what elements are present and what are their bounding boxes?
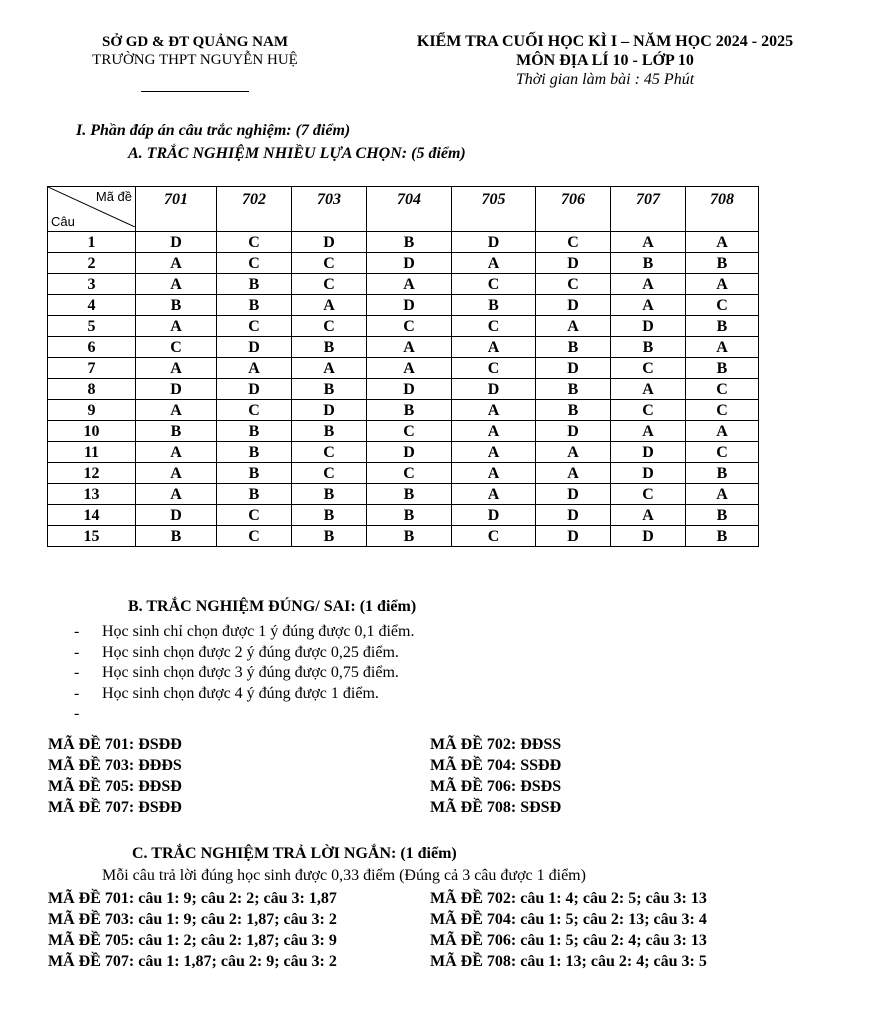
short-answers-right xyxy=(430,888,707,972)
answer-cell: C xyxy=(452,358,536,379)
short-answer: MÃ ĐỀ 701: câu 1: 9; câu 2: 2; câu 3: 1,87 xyxy=(48,890,337,907)
question-number-cell: 13 xyxy=(48,484,136,505)
section-b-rules xyxy=(74,622,414,725)
answer-cell: A xyxy=(217,358,292,379)
answer-cell: D xyxy=(536,295,611,316)
answer-cell: B xyxy=(292,379,367,400)
answer-cell: B xyxy=(686,358,759,379)
answer-row xyxy=(48,484,759,505)
answer-cell: C xyxy=(686,295,759,316)
answer-row xyxy=(48,463,759,484)
answer-cell: B xyxy=(686,526,759,547)
question-number-cell: 7 xyxy=(48,358,136,379)
question-number-cell: 4 xyxy=(48,295,136,316)
answer-cell: B xyxy=(686,505,759,526)
answer-row xyxy=(48,295,759,316)
answer-cell: D xyxy=(611,316,686,337)
answer-cell: B xyxy=(217,463,292,484)
rule-item: - xyxy=(74,705,80,722)
answer-cell: B xyxy=(686,253,759,274)
question-number-cell: 2 xyxy=(48,253,136,274)
answer-cell: D xyxy=(536,505,611,526)
short-answers-left xyxy=(48,888,337,972)
section-a-heading: A. TRẮC NGHIỆM NHIỀU LỰA CHỌN: (5 điểm) xyxy=(128,145,466,162)
answer-row xyxy=(48,274,759,295)
answer-cell: A xyxy=(686,274,759,295)
answer-cell: B xyxy=(292,421,367,442)
answer-cell: A xyxy=(367,274,452,295)
rule-item: - Học sinh chỉ chọn được 1 ý đúng được 0,1 điểm. xyxy=(74,623,415,640)
answer-cell: B xyxy=(367,526,452,547)
answer-cell: C xyxy=(367,316,452,337)
section-c-note: Mỗi câu trả lời đúng học sinh được 0,33 điểm (Đúng cả 3 câu được 1 điểm) xyxy=(102,867,586,884)
short-answer: MÃ ĐỀ 708: câu 1: 13; câu 2: 4; câu 3: 5 xyxy=(430,953,707,970)
answer-cell: A xyxy=(452,442,536,463)
answer-cell: A xyxy=(136,463,217,484)
true-false-answer: MÃ ĐỀ 707: ĐSĐĐ xyxy=(48,799,182,816)
answer-cell: B xyxy=(217,421,292,442)
question-number-cell: 6 xyxy=(48,337,136,358)
answer-cell: A xyxy=(452,463,536,484)
answer-cell: A xyxy=(452,400,536,421)
answer-row xyxy=(48,358,759,379)
answer-cell: A xyxy=(367,337,452,358)
answer-cell: A xyxy=(686,232,759,253)
answer-cell: D xyxy=(136,379,217,400)
question-number-cell: 11 xyxy=(48,442,136,463)
answer-cell: A xyxy=(452,337,536,358)
code-header: 708 xyxy=(686,187,759,232)
short-answer: MÃ ĐỀ 704: câu 1: 5; câu 2: 13; câu 3: 4 xyxy=(430,911,707,928)
answer-cell: A xyxy=(611,274,686,295)
true-false-answers-left xyxy=(48,734,182,818)
answer-cell: A xyxy=(452,253,536,274)
answer-cell: D xyxy=(452,232,536,253)
answer-cell: C xyxy=(217,232,292,253)
answer-cell: C xyxy=(686,379,759,400)
answer-cell: D xyxy=(536,358,611,379)
true-false-answer: MÃ ĐỀ 708: SĐSĐ xyxy=(430,799,562,816)
table-corner-cell xyxy=(48,187,136,232)
answer-cell: C xyxy=(217,316,292,337)
answer-row xyxy=(48,337,759,358)
answer-cell: D xyxy=(536,253,611,274)
rule-item: - Học sinh chọn được 2 ý đúng được 0,25 điểm. xyxy=(74,643,399,661)
true-false-answers-right xyxy=(430,734,561,818)
answer-cell: D xyxy=(367,253,452,274)
header-right xyxy=(380,33,830,89)
answer-cell: D xyxy=(217,379,292,400)
answer-cell: A xyxy=(686,484,759,505)
question-number-cell: 1 xyxy=(48,232,136,253)
question-number-cell: 5 xyxy=(48,316,136,337)
answer-cell: D xyxy=(536,421,611,442)
short-answer: MÃ ĐỀ 705: câu 1: 2; câu 2: 1,87; câu 3: 9 xyxy=(48,932,337,949)
answer-cell: D xyxy=(452,379,536,400)
answer-cell: A xyxy=(452,484,536,505)
question-number-cell: 12 xyxy=(48,463,136,484)
answer-cell: B xyxy=(536,400,611,421)
true-false-answer: MÃ ĐỀ 701: ĐSĐĐ xyxy=(48,736,182,753)
code-header: 705 xyxy=(452,187,536,232)
answer-cell: B xyxy=(136,526,217,547)
answer-cell: C xyxy=(611,358,686,379)
answer-cell: B xyxy=(536,337,611,358)
answer-cell: B xyxy=(686,463,759,484)
answer-cell: C xyxy=(452,316,536,337)
answer-cell: B xyxy=(452,295,536,316)
answer-table xyxy=(47,186,759,547)
answer-cell: B xyxy=(292,526,367,547)
answer-cell: D xyxy=(367,379,452,400)
answer-cell: B xyxy=(367,232,452,253)
section-i-heading: I. Phần đáp án câu trắc nghiệm: (7 điểm) xyxy=(76,122,351,139)
answer-row xyxy=(48,421,759,442)
answer-cell: D xyxy=(611,463,686,484)
answer-cell: C xyxy=(536,232,611,253)
answer-cell: C xyxy=(217,526,292,547)
code-header: 706 xyxy=(536,187,611,232)
answer-cell: D xyxy=(292,400,367,421)
answer-row xyxy=(48,232,759,253)
answer-cell: C xyxy=(292,253,367,274)
answer-cell: D xyxy=(367,295,452,316)
answer-cell: A xyxy=(611,505,686,526)
answer-cell: B xyxy=(367,484,452,505)
answer-cell: C xyxy=(217,400,292,421)
answer-cell: A xyxy=(136,274,217,295)
code-header: 707 xyxy=(611,187,686,232)
answer-cell: C xyxy=(292,274,367,295)
answer-cell: C xyxy=(217,505,292,526)
rule-item: - Học sinh chọn được 3 ý đúng được 0,75 điểm. xyxy=(74,664,399,681)
answer-cell: A xyxy=(136,484,217,505)
header-left xyxy=(70,33,320,92)
question-number-cell: 15 xyxy=(48,526,136,547)
answer-cell: A xyxy=(611,295,686,316)
answer-cell: C xyxy=(452,526,536,547)
answer-cell: A xyxy=(536,442,611,463)
answer-cell: B xyxy=(292,337,367,358)
question-number-cell: 10 xyxy=(48,421,136,442)
answer-row xyxy=(48,442,759,463)
answer-cell: B xyxy=(686,316,759,337)
answer-cell: C xyxy=(686,400,759,421)
answer-cell: C xyxy=(367,463,452,484)
school-name: TRƯỜNG THPT NGUYỄN HUỆ xyxy=(92,52,298,68)
answer-cell: A xyxy=(136,253,217,274)
answer-cell: C xyxy=(452,274,536,295)
code-header: 703 xyxy=(292,187,367,232)
answer-cell: B xyxy=(536,379,611,400)
answer-cell: A xyxy=(367,358,452,379)
true-false-answer: MÃ ĐỀ 704: SSĐĐ xyxy=(430,757,562,774)
answer-cell: D xyxy=(452,505,536,526)
answer-cell: A xyxy=(686,337,759,358)
answer-cell: B xyxy=(136,421,217,442)
answer-cell: B xyxy=(136,295,217,316)
answer-cell: C xyxy=(611,484,686,505)
answer-cell: D xyxy=(611,442,686,463)
section-b-heading: B. TRẮC NGHIỆM ĐÚNG/ SAI: (1 điểm) xyxy=(128,598,417,615)
answer-cell: B xyxy=(367,505,452,526)
answer-row xyxy=(48,526,759,547)
answer-cell: C xyxy=(292,316,367,337)
answer-row xyxy=(48,505,759,526)
answer-cell: A xyxy=(536,316,611,337)
answer-cell: C xyxy=(292,442,367,463)
question-number-cell: 8 xyxy=(48,379,136,400)
answer-cell: D xyxy=(367,442,452,463)
header-divider xyxy=(141,91,249,92)
question-number-cell: 14 xyxy=(48,505,136,526)
answer-cell: B xyxy=(217,295,292,316)
answer-cell: B xyxy=(292,505,367,526)
answer-row xyxy=(48,316,759,337)
question-number-cell: 9 xyxy=(48,400,136,421)
answer-cell: B xyxy=(217,442,292,463)
rule-item: - Học sinh chọn được 4 ý đúng được 1 điểm. xyxy=(74,684,379,702)
code-header: 702 xyxy=(217,187,292,232)
short-answer: MÃ ĐỀ 707: câu 1: 1,87; câu 2: 9; câu 3: 2 xyxy=(48,953,337,970)
exam-duration: Thời gian làm bài : 45 Phút xyxy=(515,71,695,88)
question-number-cell: 3 xyxy=(48,274,136,295)
code-header: 701 xyxy=(136,187,217,232)
department-name: SỞ GD & ĐT QUẢNG NAM xyxy=(102,34,288,50)
section-c-heading: C. TRẮC NGHIỆM TRẢ LỜI NGẮN: (1 điểm) xyxy=(132,845,457,862)
answer-cell: A xyxy=(136,316,217,337)
true-false-answer: MÃ ĐỀ 703: ĐĐĐS xyxy=(48,757,182,774)
exam-title: KIỂM TRA CUỐI HỌC KÌ I – NĂM HỌC 2024 - 2025 xyxy=(416,33,794,50)
answer-cell: A xyxy=(536,463,611,484)
short-answer: MÃ ĐỀ 703: câu 1: 9; câu 2: 1,87; câu 3: 2 xyxy=(48,911,337,928)
answer-cell: C xyxy=(367,421,452,442)
corner-label-code: Mã đề xyxy=(95,189,132,204)
answer-cell: A xyxy=(136,442,217,463)
answer-cell: B xyxy=(611,337,686,358)
answer-cell: B xyxy=(217,274,292,295)
true-false-answer: MÃ ĐỀ 702: ĐĐSS xyxy=(430,736,562,753)
subject-title: MÔN ĐỊA LÍ 10 - LỚP 10 xyxy=(516,52,694,69)
answer-cell: D xyxy=(136,505,217,526)
answer-cell: D xyxy=(136,232,217,253)
corner-label-question: Câu xyxy=(51,214,75,229)
answer-cell: D xyxy=(536,526,611,547)
answer-cell: C xyxy=(292,463,367,484)
answer-cell: A xyxy=(611,232,686,253)
answer-cell: A xyxy=(292,358,367,379)
answer-cell: A xyxy=(136,400,217,421)
true-false-answer: MÃ ĐỀ 705: ĐĐSĐ xyxy=(48,778,182,795)
short-answer: MÃ ĐỀ 706: câu 1: 5; câu 2: 4; câu 3: 13 xyxy=(430,932,707,949)
answer-cell: A xyxy=(292,295,367,316)
answer-cell: B xyxy=(217,484,292,505)
answer-cell: A xyxy=(452,421,536,442)
answer-cell: D xyxy=(217,337,292,358)
true-false-answer: MÃ ĐỀ 706: ĐSĐS xyxy=(430,778,562,795)
answer-cell: D xyxy=(536,484,611,505)
answer-table-header-row xyxy=(48,187,759,232)
answer-cell: C xyxy=(686,442,759,463)
answer-cell: D xyxy=(292,232,367,253)
short-answer: MÃ ĐỀ 702: câu 1: 4; câu 2: 5; câu 3: 13 xyxy=(430,890,707,907)
answer-row xyxy=(48,400,759,421)
answer-cell: D xyxy=(611,526,686,547)
answer-cell: A xyxy=(686,421,759,442)
answer-cell: B xyxy=(611,253,686,274)
code-header: 704 xyxy=(367,187,452,232)
answer-cell: C xyxy=(611,400,686,421)
answer-cell: B xyxy=(367,400,452,421)
answer-table-body xyxy=(48,232,759,547)
answer-cell: C xyxy=(536,274,611,295)
answer-cell: C xyxy=(136,337,217,358)
answer-cell: A xyxy=(611,421,686,442)
answer-row xyxy=(48,253,759,274)
answer-row xyxy=(48,379,759,400)
answer-cell: A xyxy=(611,379,686,400)
answer-cell: A xyxy=(136,358,217,379)
answer-cell: B xyxy=(292,484,367,505)
answer-cell: C xyxy=(217,253,292,274)
